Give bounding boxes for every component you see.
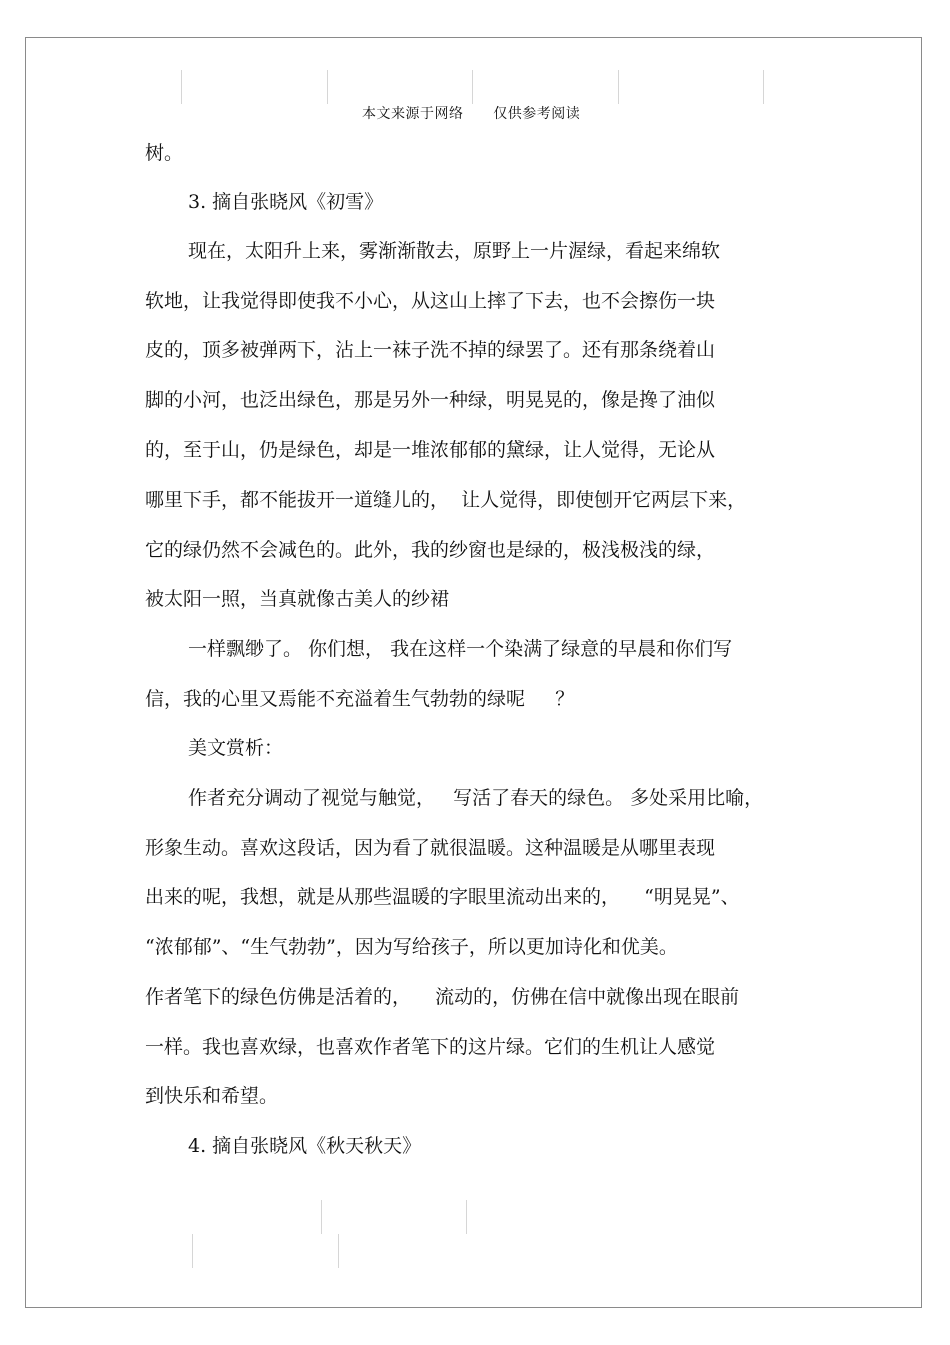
text-line: 软地，让我觉得即使我不小心，从这山上摔了下去，也不会擦伤一块 [145,290,716,312]
text-line: 信，我的心里又焉能不充溢着生气勃勃的绿呢 ？ [145,688,575,710]
text-line: 树。 [145,142,184,164]
header-divider [327,70,328,104]
source-note: 本文来源于网络 仅供参考阅读 [362,106,581,122]
footer-divider [338,1234,339,1268]
header-divider [618,70,619,104]
text-line: 哪里下手，都不能拔开一道缝儿的， 让人觉得，即使刨开它两层下来， [145,489,747,511]
section-heading: 4. 摘自张晓风《秋天秋天》 [188,1135,422,1157]
text-line: 被太阳一照，当真就像古美人的纱裙 [145,588,450,610]
header-divider [472,70,473,104]
section-heading: 美文赏析： [188,737,284,759]
text-line: 一样飘缈了。 你们想， 我在这样一个染满了绿意的早晨和你们写 [188,638,733,660]
text-line: 的，至于山，仍是绿色，却是一堆浓郁郁的黛绿，让人觉得，无论从 [145,439,716,461]
text-line: 出来的呢，我想，就是从那些温暖的字眼里流动出来的， “明晃晃”、 [145,886,740,908]
footer-divider [466,1200,467,1234]
header-divider [763,70,764,104]
footer-divider [192,1234,193,1268]
text-line: 现在，太阳升上来，雾渐渐散去，原野上一片渥绿，看起来绵软 [188,240,721,262]
text-line: “浓郁郁”、“生气勃勃”，因为写给孩子，所以更加诗化和优美。 [145,936,678,958]
text-line: 一样。我也喜欢绿，也喜欢作者笔下的这片绿。它们的生机让人感觉 [145,1036,716,1058]
text-line: 它的绿仍然不会减色的。此外，我的纱窗也是绿的，极浅极浅的绿， [145,539,716,561]
text-line: 形象生动。喜欢这段话，因为看了就很温暖。这种温暖是从哪里表现 [145,837,716,859]
text-line: 作者笔下的绿色仿佛是活着的， 流动的，仿佛在信中就像出现在眼前 [145,986,740,1008]
header-divider [181,70,182,104]
text-line: 脚的小河，也泛出绿色，那是另外一种绿，明晃晃的，像是搀了油似 [145,389,716,411]
text-line: 作者充分调动了视觉与触觉， 写活了春天的绿色。 多处采用比喻， [188,787,764,809]
section-heading: 3. 摘自张晓风《初雪》 [188,191,384,213]
text-line: 到快乐和希望。 [145,1085,279,1107]
text-line: 皮的，顶多被弹两下，沾上一袜子洗不掉的绿罢了。还有那条绕着山 [145,339,716,361]
page-border [25,37,922,1308]
footer-divider [321,1200,322,1234]
